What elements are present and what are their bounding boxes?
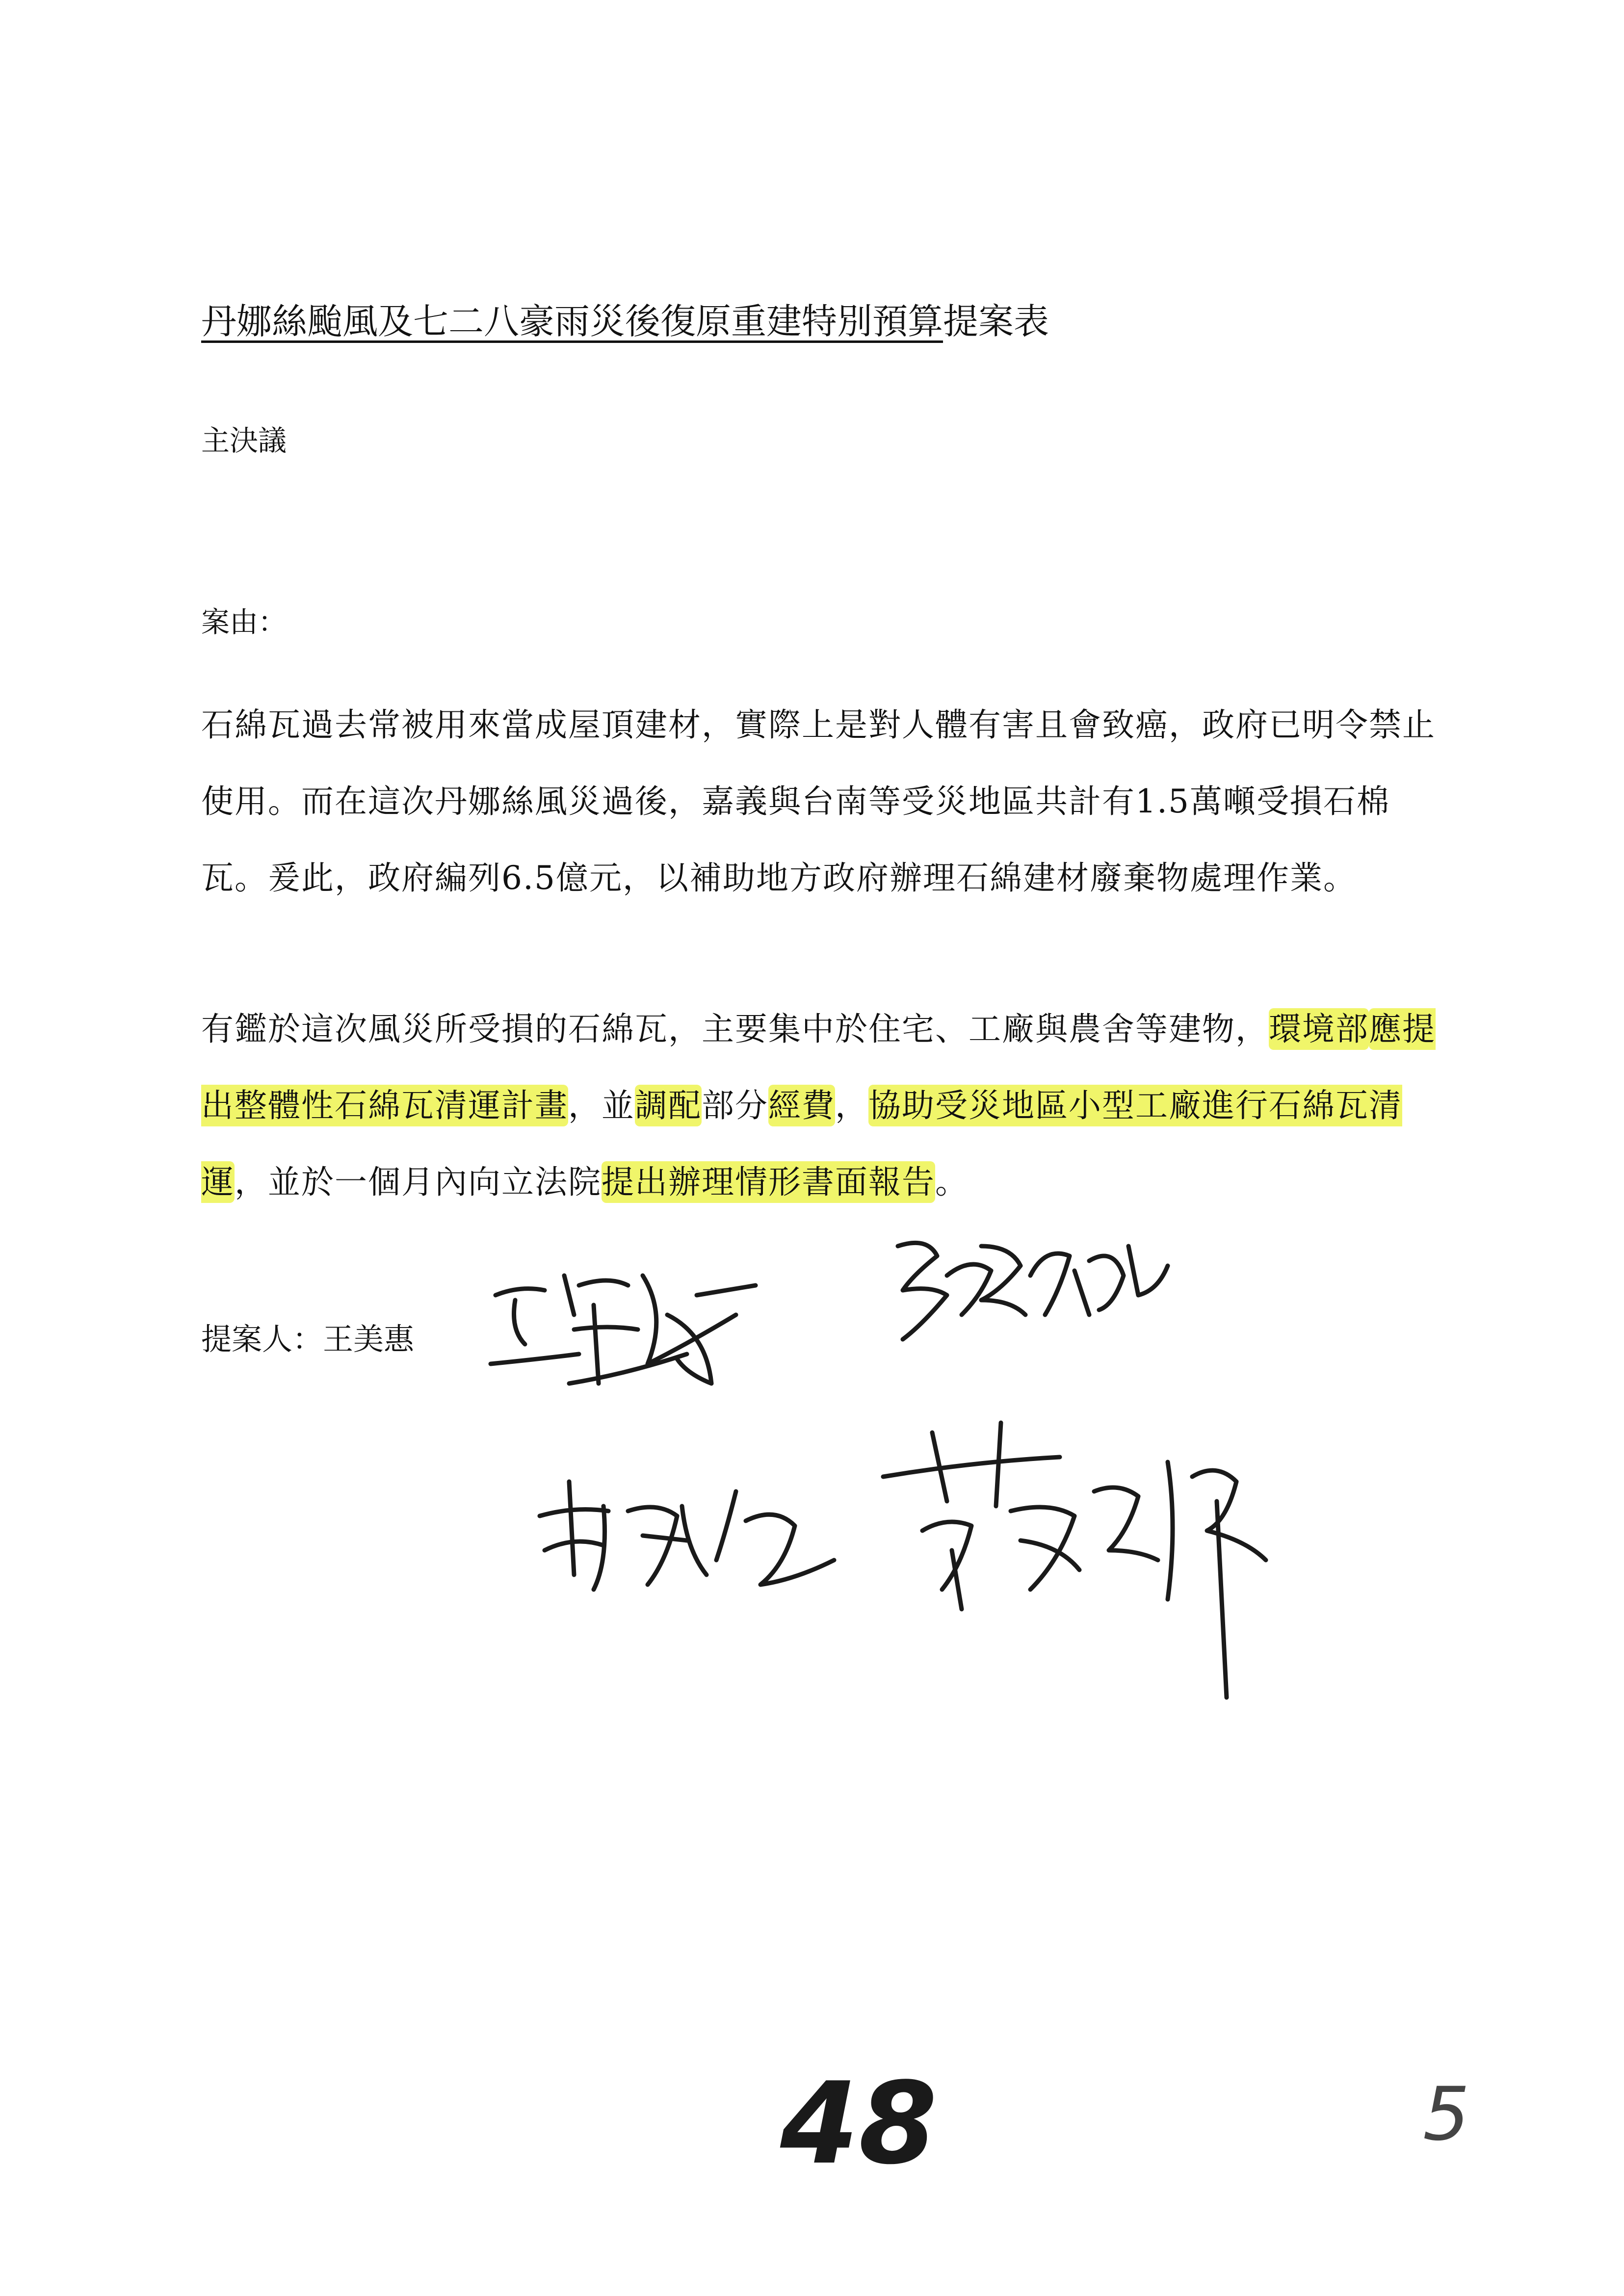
highlight-report: 提出辦理情形書面報告 [602, 1161, 935, 1203]
reason-label: 案由： [201, 605, 287, 639]
highlight-ministry: 環境部 [1269, 1008, 1369, 1050]
title-rest: 提案表 [943, 301, 1049, 342]
highlight-funds: 經費 [768, 1085, 835, 1126]
signature-1 [481, 1256, 785, 1423]
p2-text-3: 部分 [702, 1087, 768, 1124]
p2-text-6: 。 [935, 1163, 969, 1201]
page-number-handwritten: 48 [780, 2059, 938, 2190]
paragraph-1: 石綿瓦過去常被用來當成屋頂建材，實際上是對人體有害且會致癌，政府已明令禁止使用。而在這次丹娜絲風災過後，嘉義與台南等受災地區共計有1.5萬噸受損石棉瓦。爰此，政府編列6.5億元，以補助地方政府辦理石綿建材廢棄物處理作業。 [201, 706, 1436, 897]
resolution-label: 主決議 [201, 424, 287, 457]
highlight-assist: 協助受災地區小型工廠進行石綿瓦清運 [201, 1085, 1402, 1203]
p2-text-2: ，並 [568, 1087, 635, 1124]
paragraph-2 [201, 991, 1447, 1221]
signature-2 [883, 1217, 1187, 1364]
signature-3 [530, 1462, 864, 1624]
p2-text-1: 有鑑於這次風災所受損的石綿瓦，主要集中於住宅、工廠與農舍等建物， [201, 1010, 1269, 1048]
highlight-allocate: 調配 [635, 1085, 702, 1126]
p2-text-5: ，並於一個月內向立法院 [235, 1163, 602, 1201]
signature-4 [873, 1403, 1295, 1717]
corner-mark: 5 [1423, 2072, 1470, 2157]
title-underlined: 丹娜絲颱風及七二八豪雨災後復原重建特別預算 [201, 301, 943, 342]
p2-text-4: ， [835, 1087, 868, 1124]
highlight-plan: 應提出整體性石綿瓦清運計畫 [201, 1008, 1436, 1126]
document-title [201, 294, 1477, 348]
proposer-label: 提案人：王美惠 [201, 1321, 415, 1357]
